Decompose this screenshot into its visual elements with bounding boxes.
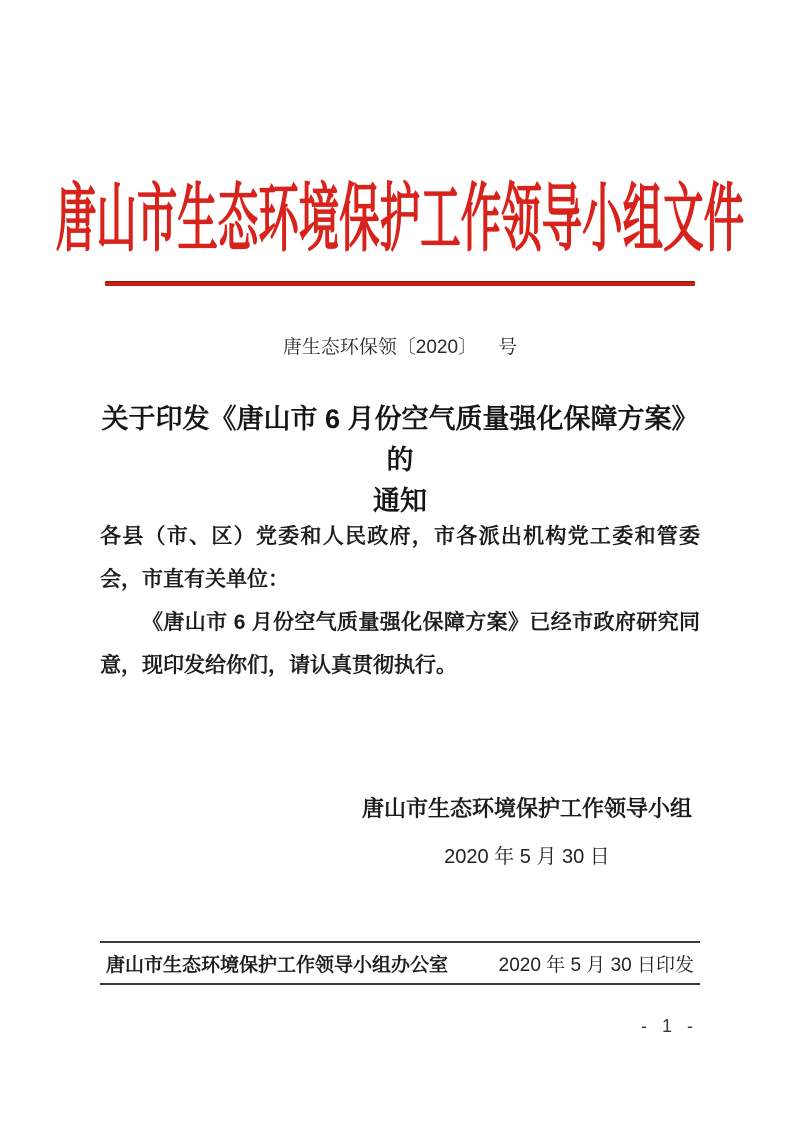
- body-paragraph: 《唐山市 6 月份空气质量强化保障方案》已经市政府研究同意，现印发给你们，请认真贯彻执行。: [100, 611, 700, 677]
- document-title: [95, 399, 705, 522]
- document-number: 唐生态环保领〔2020〕 号: [282, 337, 518, 358]
- red-header-title: 唐山市生态环境保护工作领导小组文件: [55, 175, 745, 260]
- document-title-line-1: 关于印发《唐山市 6 月份空气质量强化保障方案》的: [101, 404, 699, 475]
- document-body: [100, 515, 700, 687]
- footer-office-name: 唐山市生态环境保护工作领导小组办公室: [106, 954, 449, 976]
- signature-organization: 唐山市生态环境保护工作领导小组: [361, 796, 692, 821]
- recipients-line: 各县（市、区）党委和人民政府，市各派出机构党工委和管委会，市直有关单位：: [100, 525, 700, 591]
- signature-block: [362, 792, 692, 869]
- document-header: [0, 162, 800, 264]
- document-footer: [100, 941, 700, 985]
- page-number: - 1 -: [640, 1016, 698, 1036]
- header-divider-line: [105, 281, 695, 286]
- footer-print-date: 2020 年 5 月 30 日印发: [498, 954, 694, 976]
- document-title-line-2: 通知: [373, 486, 427, 516]
- signature-date: 2020 年 5 月 30 日: [444, 846, 610, 868]
